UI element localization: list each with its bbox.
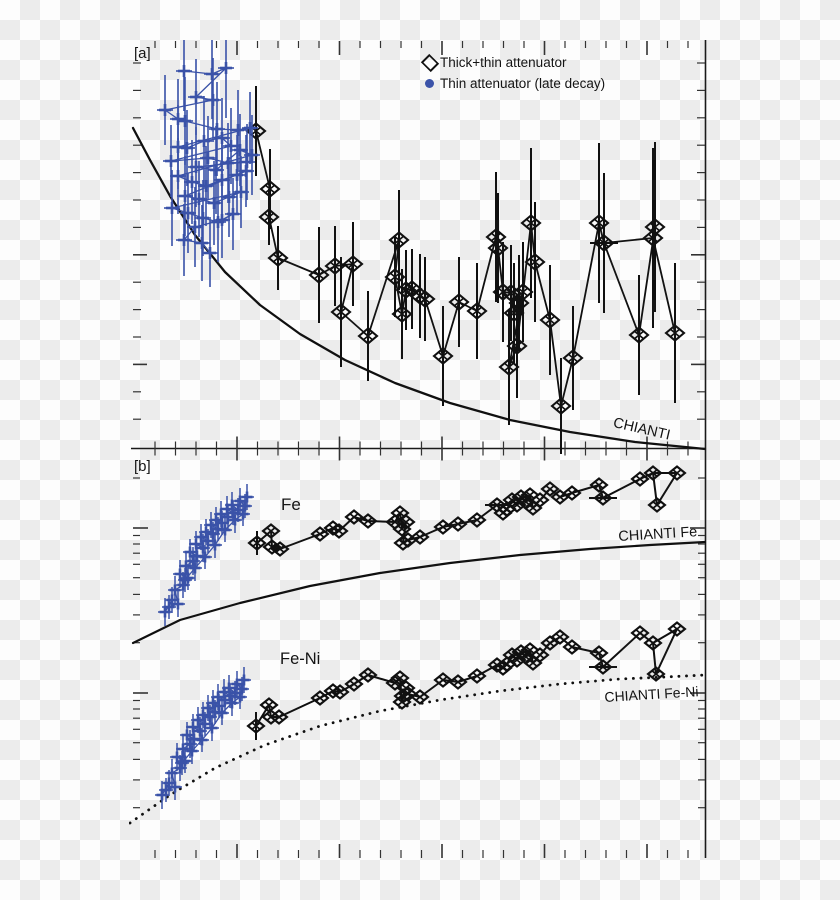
panel-a-tag: [a] xyxy=(134,45,151,62)
legend-label-thin-late: Thin attenuator (late decay) xyxy=(440,76,606,91)
chianti-feni-curve-label: CHIANTI Fe-Ni xyxy=(603,683,699,705)
series-fe-ni-thin-attenuator-late-decay- xyxy=(155,667,251,809)
fe-series-label: Fe xyxy=(281,495,301,514)
series-thick-thin-attenuator xyxy=(247,86,684,454)
panel-b-tag: [b] xyxy=(134,458,151,475)
figure-graphics xyxy=(130,18,706,858)
series-thin-attenuator-late-decay- xyxy=(157,18,260,287)
series-fe-ni-thick-thin-attenuator xyxy=(248,623,685,741)
panel-a-group xyxy=(133,18,705,454)
legend-label-thick-thin: Thick+thin attenuator xyxy=(440,55,567,70)
chianti-fe-curve-label: CHIANTI Fe xyxy=(617,524,698,545)
feni-series-label: Fe-Ni xyxy=(280,650,321,668)
chianti-curve-label: CHIANTI xyxy=(611,415,672,444)
series-fe-thin-attenuator-late-decay- xyxy=(158,484,254,626)
curve-chianti-fe xyxy=(133,542,705,643)
filled-circle-icon xyxy=(425,79,434,88)
panel-b-group xyxy=(130,467,705,824)
